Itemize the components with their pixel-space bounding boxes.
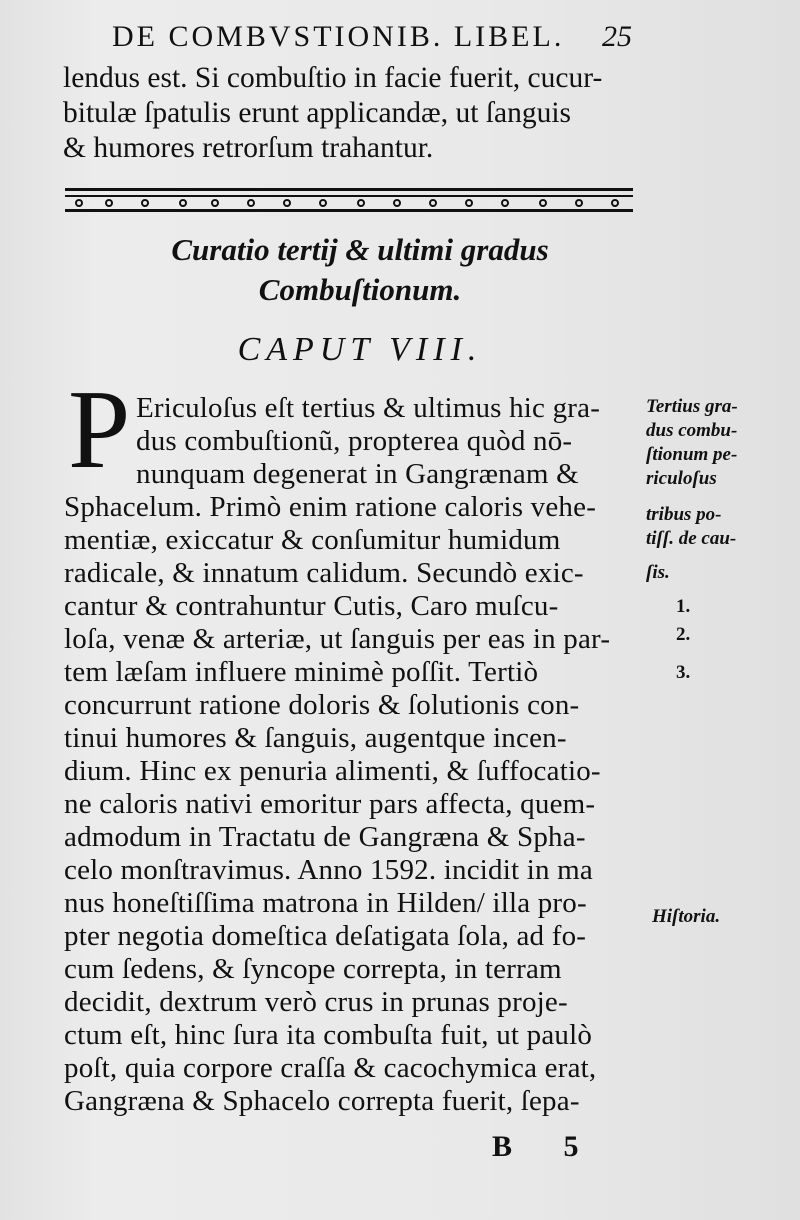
margin-note-line: ſtionum pe- (646, 444, 738, 465)
paragraph-line: decidit, dextrum verò crus in prunas proje- (64, 986, 568, 1018)
paragraph-line: admodum in Tractatu de Gangræna & Spha- (64, 821, 586, 853)
paragraph-line: dium. Hinc ex penuria alimenti, & ſuffocatio- (64, 755, 601, 787)
paragraph-line: cantur & contrahuntur Cutis, Caro muſcu- (64, 590, 559, 622)
margin-note-line: ſis. (646, 562, 670, 583)
chapter-title-line-2: Combuſtionum. (258, 272, 462, 307)
carryover-line-2: bitulæ ſpatulis erunt applicandæ, ut ſanguis (63, 97, 571, 129)
paragraph-line: mentiæ, exiccatur & conſumitur humidum (64, 524, 561, 556)
margin-note-line: tiſſ. de cau- (646, 528, 737, 549)
paragraph-line: ne caloris nativi emoritur pars affecta, quem- (64, 788, 596, 820)
drop-capital: P (68, 368, 131, 492)
paragraph-line: nus honeſtiſſima matrona in Hilden/ illa pro- (64, 887, 587, 919)
chapter-heading: CAPUT VIII. (237, 331, 483, 368)
margin-note-line: dus combu- (646, 420, 738, 441)
paragraph-line: Sphacelum. Primò enim ratione caloris vehe- (64, 491, 597, 523)
paragraph-line: tem læſam influere minimè poſſit. Tertiò (64, 656, 539, 688)
margin-number-3: 3. (676, 662, 691, 683)
paragraph-line: Gangræna & Sphacelo correpta fuerit, ſepa- (64, 1085, 580, 1117)
margin-note-line: Tertius gra- (646, 396, 738, 417)
margin-note-historia: Hiſtoria. (652, 906, 721, 927)
signature-mark: B 5 (492, 1130, 601, 1163)
margin-number-1: 1. (676, 596, 691, 617)
paragraph-line: tinui humores & ſanguis, augentque incen- (64, 722, 567, 754)
paragraph-line: radicale, & innatum calidum. Secundò exic- (64, 557, 584, 589)
chapter-title-line-1: Curatio tertij & ultimi gradus (171, 232, 549, 267)
paragraph-line: concurrunt ratione doloris & ſolutionis con- (64, 689, 580, 721)
paragraph-line: celo monſtravimus. Anno 1592. incidit in ma (64, 854, 593, 886)
paragraph-line: Ericuloſus eſt tertius & ultimus hic gra- (136, 392, 601, 424)
margin-note-line: riculoſus (646, 468, 717, 489)
ornamental-rule (65, 186, 633, 216)
carryover-line-1: lendus est. Si combuſtio in facie fuerit, cucur- (63, 62, 603, 94)
margin-number-2: 2. (676, 624, 691, 645)
paragraph-line: dus combuſtionũ, propterea quòd nō- (136, 425, 573, 457)
running-head (112, 20, 632, 54)
paragraph-line: nunquam degenerat in Gangrænam & (136, 458, 579, 490)
paragraph-line: ctum eſt, hinc ſura ita combuſta fuit, ut paulò (64, 1019, 593, 1051)
paragraph-line: cum ſedens, & ſyncope correpta, in terram (64, 953, 562, 985)
margin-note-line: tribus po- (646, 504, 722, 525)
paragraph-line: pter negotia domeſtica deſatigata ſola, ad fo- (64, 920, 587, 952)
page-number: 25 (602, 20, 632, 53)
carryover-line-3: & humores retrorſum trahantur. (63, 132, 434, 164)
paragraph-line: loſa, venæ & arteriæ, ut ſanguis per eas in par- (64, 623, 611, 655)
running-head-title: DE COMBVSTIONIB. LIBEL. (112, 20, 565, 53)
paragraph-line: poſt, quia corpore craſſa & cacochymica erat, (64, 1052, 597, 1084)
